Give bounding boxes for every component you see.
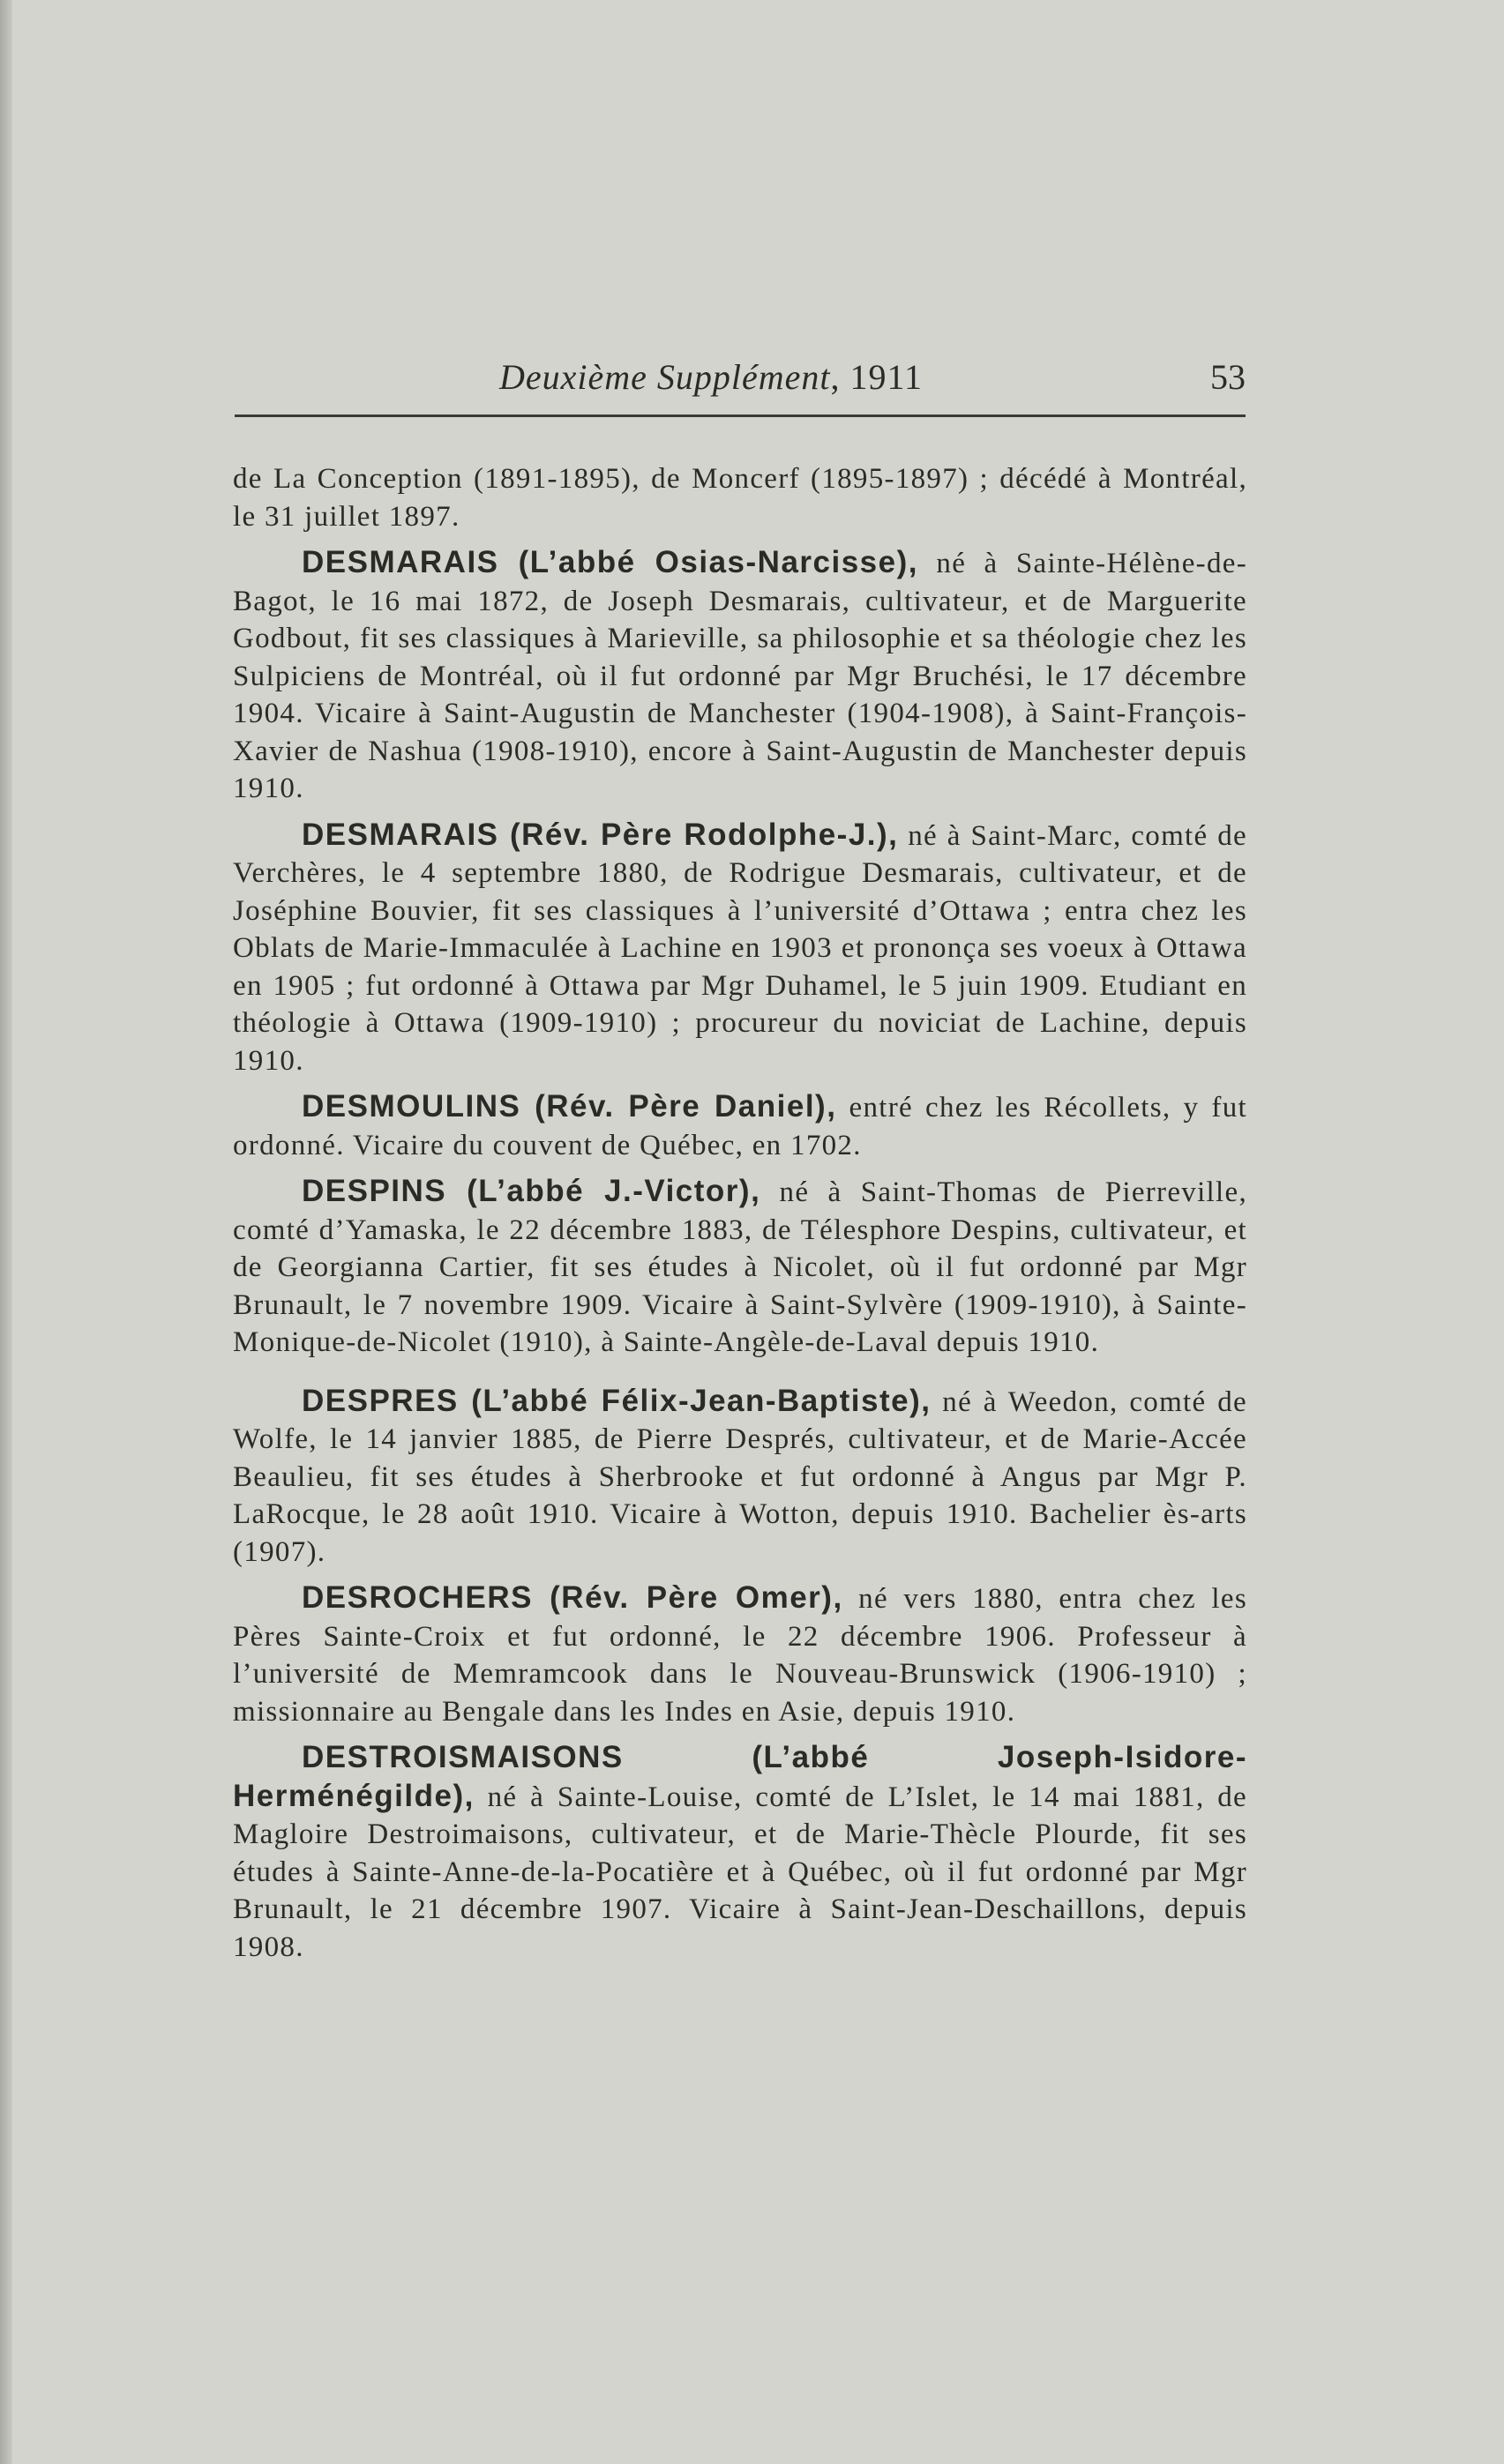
entry-headword: DESPINS (L’abbé J.-Victor), bbox=[302, 1174, 761, 1208]
entry-text: né à Weedon, comté de Wolfe, le 14 janvier 1885, de Pierre Després, cultivateur, et de Marie-Accée Beaulieu, fit ses études à Sherbrooke et fut ordonné à Angus par Mgr P. LaRocque, le 28 août 1910. Vicaire à Wotton, depuis 1910. Bachelier ès-arts (1907). bbox=[233, 1385, 1247, 1568]
entry-headword: DESMOULINS (Rév. Père Daniel), bbox=[302, 1089, 837, 1124]
entry-despres bbox=[233, 1383, 1247, 1572]
running-title bbox=[499, 356, 923, 398]
entry-destroismaisons bbox=[233, 1739, 1247, 1966]
entry-despins bbox=[233, 1173, 1247, 1362]
running-title-year: , 1911 bbox=[830, 357, 924, 397]
continuation-paragraph: de La Conception (1891-1895), de Moncerf (1895-1897) ; décédé à Montréal, le 31 juillet 1897. bbox=[233, 463, 1247, 533]
running-title-italic: Deuxième Supplément bbox=[499, 357, 831, 397]
entry-headword: DESROCHERS (Rév. Père Omer), bbox=[302, 1580, 843, 1615]
page-number: 53 bbox=[1210, 357, 1246, 397]
entry-desmoulins bbox=[233, 1088, 1247, 1164]
entry-text: né à Sainte-Louise, comté de L’Islet, le 14 mai 1881, de Magloire Destroimaisons, cultivateur, et de Marie-Thècle Plourde, fit ses études à Sainte-Anne-de-la-Pocatière et à Québec, où il fut ordonné par Mgr Brunault, le 21 décembre 1907. Vicaire à Saint-Jean-Deschaillons, depuis 1908. bbox=[233, 1781, 1247, 1963]
entry-text: né à Sainte-Hélène-de-Bagot, le 16 mai 1872, de Joseph Desmarais, cultivateur, et de Marguerite Godbout, fit ses classiques à Marieville, sa philosophie et sa théologie chez les Sulpiciens de Montréal, où il fut ordonné par Mgr Bruchési, le 17 décembre 1904. Vicaire à Saint-Augustin de Manchester (1904-1908), à Saint-François-Xavier de Nashua (1908-1910), encore à Saint-Augustin de Manchester depuis 1910. bbox=[233, 548, 1248, 804]
entry-text: né à Saint-Marc, comté de Verchères, le 4 septembre 1880, de Rodrigue Desmarais, cultivateur, et de Joséphine Bouvier, fit ses classiques à l’université d’Ottawa ; entra chez les Oblats de Marie-Immaculée à Lachine en 1903 et prononça ses voeux à Ottawa en 1905 ; fut ordonné à Ottawa par Mgr Duhamel, le 5 juin 1909. Etudiant en théologie à Ottawa (1909-1910) ; procureur du noviciat de Lachine, depuis 1910. bbox=[233, 819, 1247, 1077]
entry-headword: DESTROISMAISONS (L’abbé Joseph-Isidore-Herménégilde), bbox=[233, 1740, 1247, 1813]
running-header bbox=[235, 356, 1246, 409]
entry-desrochers bbox=[233, 1579, 1247, 1730]
entry-text: né à Saint-Thomas de Pierreville, comté d’Yamaska, le 22 décembre 1883, de Télesphore Despins, cultivateur, et de Georgianna Cartier, fit ses études à Nicolet, où il fut ordonné par Mgr Brunault, le 7 novembre 1909. Vicaire à Saint-Sylvère (1909-1910), à Sainte-Monique-de-Nicolet (1910), à Sainte-Angèle-de-Laval depuis 1910. bbox=[233, 1176, 1247, 1358]
entry-text: né vers 1880, entra chez les Pères Sainte-Croix et fut ordonné, le 22 décembre 1906. Professeur à l’université de Memramcook dans le Nouveau-Brunswick (1906-1910) ; missionnaire au Bengale dans les Indes en Asie, depuis 1910. bbox=[233, 1583, 1247, 1728]
page-edge-shadow bbox=[0, 0, 12, 2464]
entry-desmarais-rodolphe bbox=[233, 817, 1247, 1080]
dictionary-body bbox=[233, 460, 1247, 1966]
entry-text: entré chez les Récollets, y fut ordonné. Vicaire du couvent de Québec, en 1702. bbox=[233, 1092, 1247, 1161]
entry-headword: DESPRES (L’abbé Félix-Jean-Baptiste), bbox=[302, 1383, 932, 1418]
entry-headword: DESMARAIS (L’abbé Osias-Narcisse), bbox=[302, 545, 918, 579]
header-rule bbox=[235, 414, 1246, 417]
entry-desmarais-osias bbox=[233, 544, 1247, 808]
entry-headword: DESMARAIS (Rév. Père Rodolphe-J.), bbox=[302, 817, 899, 852]
